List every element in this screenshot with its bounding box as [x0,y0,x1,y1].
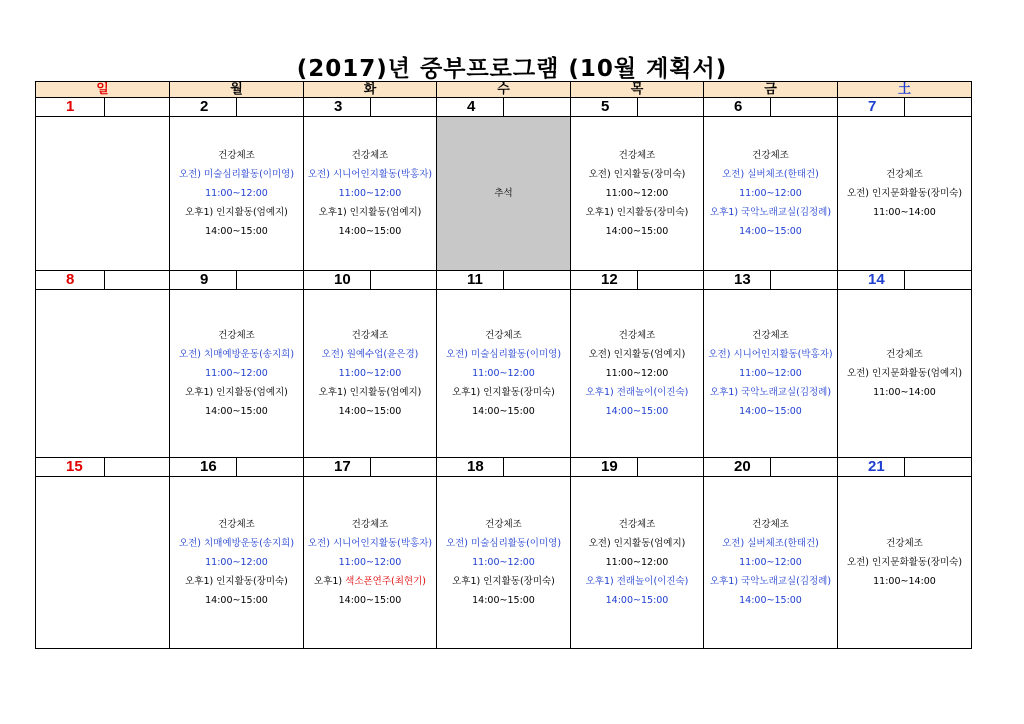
schedule-line: 오후1) 국악노래교실(김정례) [709,576,832,587]
schedule-lines [838,345,971,402]
day-schedule-cell [838,477,972,649]
schedule-line: 14:00~15:00 [205,406,268,417]
date-number: 3 [304,98,371,117]
schedule-line: 오후1) 인지활동(장미숙) [452,387,555,398]
schedule-line: 건강체조 [752,330,789,341]
schedule-line: 14:00~15:00 [605,226,669,237]
schedule-line: 11:00~12:00 [605,557,669,568]
date-blank-cell [105,271,170,290]
schedule-lines [304,515,436,610]
schedule-line: 11:00~12:00 [605,188,669,199]
schedule-line [304,572,436,591]
date-blank-cell [371,98,437,117]
schedule-lines [304,326,436,421]
schedule-lines [704,326,837,421]
date-row [36,98,972,117]
schedule-line: 오후1) 전래놀이(이진숙) [585,387,689,398]
date-blank-cell [905,458,972,477]
schedule-line: 오전) 시니어인지활동(박홍자) [708,349,833,360]
schedule-line: 건강체조 [886,538,923,549]
schedule-lines [704,146,837,241]
date-number: 13 [704,271,771,290]
schedule-lines [571,515,703,610]
schedule-line: 건강체조 [485,519,522,530]
date-blank-cell [771,271,838,290]
schedule-line: 오전) 인지활동(엄예지) [588,538,686,549]
schedule-line: 오전) 치매예방운동(송지희) [178,538,295,549]
schedule-line: 11:00~12:00 [205,557,268,568]
schedule-line: 오전) 시니어인지활동(박홍자) [307,169,433,180]
date-number: 15 [36,458,105,477]
schedule-line: 건강체조 [618,150,656,161]
weekday-header: 일 [36,82,170,98]
day-schedule-cell [437,290,571,458]
schedule-line: 14:00~15:00 [338,226,402,237]
date-blank-cell [638,458,704,477]
schedule-line: 건강체조 [218,150,255,161]
schedule-line: 11:00~12:00 [472,557,535,568]
day-schedule-cell [838,117,972,271]
schedule-line: 14:00~15:00 [605,595,669,606]
date-blank-cell [771,458,838,477]
schedule-line: 11:00~14:00 [873,207,936,218]
schedule-line: 14:00~15:00 [739,595,802,606]
schedule-lines [170,146,303,241]
day-schedule-cell [36,117,170,271]
schedule-line: 오후1) 인지활동(장미숙) [185,576,288,587]
schedule-line: 14:00~15:00 [739,226,802,237]
schedule-lines [838,165,971,222]
weekday-header: 목 [571,82,704,98]
schedule-line: 건강체조 [485,330,522,341]
date-row [36,271,972,290]
weekday-header: 수 [437,82,571,98]
day-schedule-cell [170,117,304,271]
schedule-line: 건강체조 [351,330,389,341]
date-blank-cell [504,458,571,477]
date-number: 9 [170,271,237,290]
schedule-line: 건강체조 [618,519,656,530]
date-number: 14 [838,271,905,290]
page-title: (2017)년 중부프로그램 (10월 계획서) [296,56,728,82]
date-number: 2 [170,98,237,117]
schedule-line: 오전) 인지문화활동(장미숙) [846,188,963,199]
date-number: 4 [437,98,504,117]
weekday-header: 화 [304,82,437,98]
schedule-line: 오전) 미술심리활동(이미영) [445,349,562,360]
day-schedule-cell [304,117,437,271]
date-number: 19 [571,458,638,477]
schedule-line: 11:00~12:00 [205,188,268,199]
date-blank-cell [638,271,704,290]
date-blank-cell [771,98,838,117]
date-blank-cell [371,458,437,477]
date-blank-cell [638,98,704,117]
schedule-line: 건강체조 [218,330,255,341]
date-blank-cell [905,271,972,290]
schedule-line: 14:00~15:00 [739,406,802,417]
day-schedule-cell [571,290,704,458]
session-prefix: 오후1) [314,576,346,587]
schedule-line: 오후1) 국악노래교실(김정례) [709,207,832,218]
day-schedule-cell [36,290,170,458]
schedule-line: 14:00~15:00 [205,226,268,237]
schedule-line: 14:00~15:00 [338,595,402,606]
schedule-line: 건강체조 [618,330,656,341]
date-blank-cell [237,271,304,290]
date-blank-cell [105,98,170,117]
schedule-line: 오전) 원예수업(윤은경) [321,349,419,360]
date-number: 18 [437,458,504,477]
date-number: 16 [170,458,237,477]
schedule-line: 11:00~12:00 [338,557,402,568]
schedule-line: 오전) 시니어인지활동(박홍자) [307,538,433,549]
date-number: 21 [838,458,905,477]
weekday-header-row [36,82,972,98]
holiday-label: 추석 [494,188,513,199]
day-schedule-cell [304,477,437,649]
schedule-lines [838,534,971,591]
date-blank-cell [237,98,304,117]
date-blank-cell [905,98,972,117]
schedule-line: 11:00~12:00 [205,368,268,379]
schedule-line: 오전) 인지활동(장미숙) [588,169,686,180]
schedule-lines [437,515,570,610]
schedule-lines [170,515,303,610]
schedule-row [36,290,972,458]
schedule-line: 오후1) 인지활동(엄예지) [185,387,288,398]
date-blank-cell [504,271,571,290]
schedule-line: 오전) 인지문화활동(장미숙) [846,557,963,568]
date-blank-cell [371,271,437,290]
day-schedule-cell [170,290,304,458]
date-number: 6 [704,98,771,117]
schedule-line: 11:00~12:00 [739,557,802,568]
schedule-line: 건강체조 [752,150,789,161]
schedule-line: 오전) 실버체조(한태건) [722,538,819,549]
date-number: 8 [36,271,105,290]
calendar-table [35,81,972,649]
schedule-lines [571,326,703,421]
schedule-line: 오후1) 전래놀이(이진숙) [585,576,689,587]
schedule-line: 11:00~12:00 [338,188,402,199]
schedule-line: 오후1) 인지활동(엄예지) [318,387,422,398]
date-row [36,458,972,477]
schedule-lines [704,515,837,610]
date-number: 17 [304,458,371,477]
schedule-line: 11:00~12:00 [739,368,802,379]
date-number: 1 [36,98,105,117]
day-schedule-cell [704,290,838,458]
weekday-header: 금 [704,82,838,98]
date-number: 10 [304,271,371,290]
schedule-line: 건강체조 [218,519,255,530]
schedule-line: 건강체조 [752,519,789,530]
date-number: 11 [437,271,504,290]
schedule-lines [304,146,436,241]
schedule-line: 오전) 치매예방운동(송지희) [178,349,295,360]
day-schedule-cell [571,117,704,271]
schedule-lines [437,184,570,203]
schedule-line: 11:00~14:00 [873,387,936,398]
day-schedule-cell [36,477,170,649]
weekday-header: 土 [838,82,972,98]
schedule-line: 14:00~15:00 [605,406,669,417]
schedule-line: 오후1) 인지활동(장미숙) [585,207,689,218]
date-number: 12 [571,271,638,290]
schedule-line: 11:00~12:00 [338,368,402,379]
schedule-line: 오후1) 인지활동(엄예지) [318,207,422,218]
schedule-line: 오전) 인지활동(엄예지) [588,349,686,360]
schedule-line: 14:00~15:00 [205,595,268,606]
day-schedule-cell [437,477,571,649]
schedule-line: 오전) 인지문화활동(엄예지) [846,368,963,379]
schedule-row [36,117,972,271]
date-blank-cell [504,98,571,117]
day-schedule-cell [437,117,571,271]
schedule-lines [170,326,303,421]
schedule-line: 오전) 미술심리활동(이미영) [178,169,295,180]
day-schedule-cell [704,117,838,271]
date-number: 5 [571,98,638,117]
schedule-line: 14:00~15:00 [472,406,535,417]
schedule-line: 건강체조 [351,150,389,161]
schedule-line: 건강체조 [886,349,923,360]
schedule-row [36,477,972,649]
schedule-line: 오후1) 국악노래교실(김정례) [709,387,832,398]
date-number: 20 [704,458,771,477]
schedule-lines [437,326,570,421]
day-schedule-cell [170,477,304,649]
day-schedule-cell [704,477,838,649]
schedule-lines [571,146,703,241]
weekday-header: 월 [170,82,304,98]
schedule-line: 오후1) 인지활동(엄예지) [185,207,288,218]
schedule-line: 오전) 실버체조(한태건) [722,169,819,180]
schedule-line: 건강체조 [886,169,923,180]
schedule-line: 오후1) 인지활동(장미숙) [452,576,555,587]
day-schedule-cell [571,477,704,649]
schedule-line: 11:00~14:00 [873,576,936,587]
date-blank-cell [237,458,304,477]
schedule-line: 14:00~15:00 [472,595,535,606]
date-number: 7 [838,98,905,117]
schedule-line: 오전) 미술심리활동(이미영) [445,538,562,549]
schedule-line: 11:00~12:00 [739,188,802,199]
schedule-line: 11:00~12:00 [605,368,669,379]
day-schedule-cell [838,290,972,458]
day-schedule-cell [304,290,437,458]
date-blank-cell [105,458,170,477]
schedule-line: 11:00~12:00 [472,368,535,379]
schedule-line: 14:00~15:00 [338,406,402,417]
program-name: 색소폰연주(최현기) [345,576,426,587]
schedule-line: 건강체조 [351,519,389,530]
